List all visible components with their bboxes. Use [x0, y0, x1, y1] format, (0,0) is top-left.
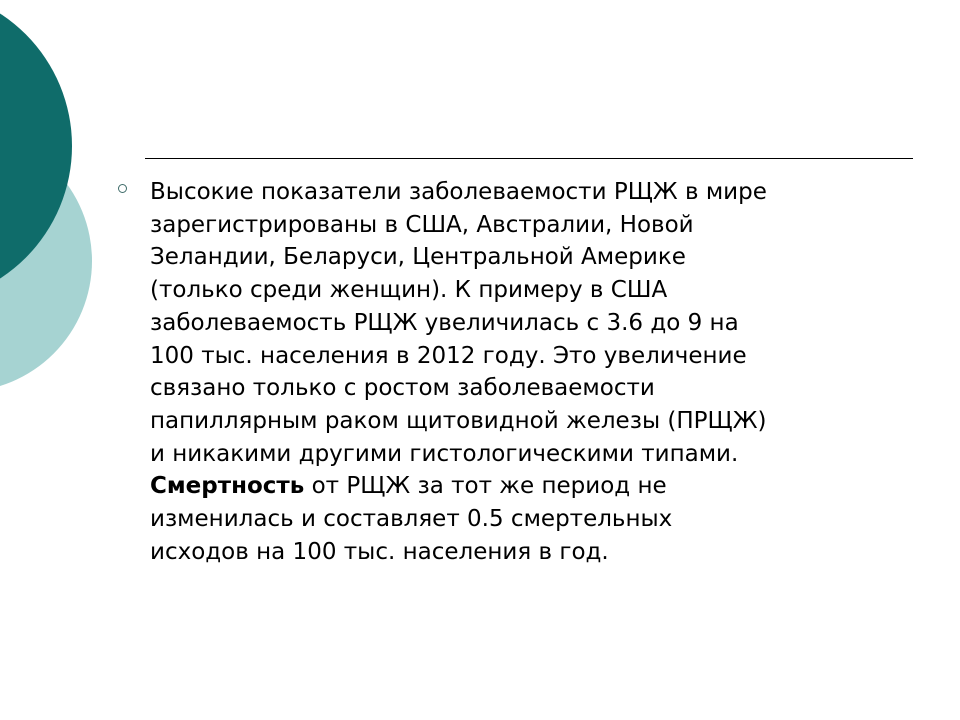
text-line: Зеландии, Беларуси, Центральной Америке	[150, 244, 686, 271]
bullet-paragraph	[150, 176, 870, 568]
text-line: (только среди женщин). К примеру в США	[150, 277, 668, 304]
bullet-circle-icon	[118, 184, 127, 193]
text-line: и никакими другими гистологическими типами.	[150, 440, 739, 467]
text-line: связано только с ростом заболеваемости	[150, 375, 655, 402]
text-line-mortality	[150, 470, 870, 503]
text-line: Высокие показатели заболеваемости РЩЖ в мире	[150, 179, 767, 205]
text-line: зарегистрированы в США, Австралии, Новой	[150, 211, 694, 238]
text-line: изменилась и составляет 0.5 смертельных	[150, 506, 673, 533]
text-line: исходов на 100 тыс. населения в год.	[150, 538, 609, 565]
text-line: заболеваемость РЩЖ увеличилась с 3.6 до 9 на	[150, 309, 739, 336]
mortality-text: от РЩЖ за тот же период не	[304, 473, 667, 500]
mortality-keyword: Смертность	[150, 473, 305, 500]
title-divider-line	[145, 158, 913, 159]
text-line: 100 тыс. населения в 2012 году. Это увеличение	[150, 342, 747, 369]
text-line: папиллярным раком щитовидной железы (ПРЩЖ)	[150, 407, 767, 434]
